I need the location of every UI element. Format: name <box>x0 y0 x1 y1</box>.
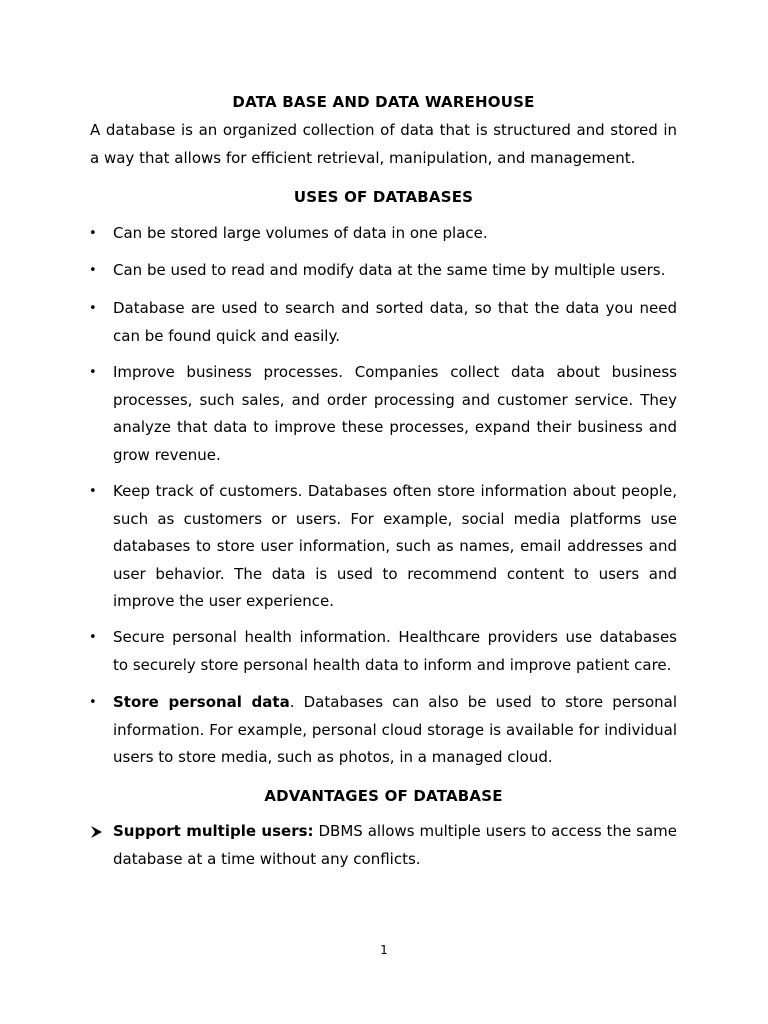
list-item-text: Keep track of customers. Databases often store information about people, such as customers or users. For example, social media platforms use databases to store user information, such as names, email addresses and user behavior. The data is used to recommend content to users and improve the user experience. <box>113 482 677 610</box>
list-item-text: Secure personal health information. Healthcare providers use databases to securely store personal health data to inform and improve patient care. <box>113 628 677 674</box>
bullet-icon: • <box>89 630 97 645</box>
arrowhead-bullet-icon <box>90 826 102 838</box>
bullet-icon: • <box>89 695 97 710</box>
list-item-text: Improve business processes. Companies collect data about business processes, such sales, and order processing and customer service. They analyze that data to improve these processes, expand their business and grow revenue. <box>113 363 677 464</box>
advantage-item-text: DBMS allows multiple users to access the same database at a time without any conflicts. <box>113 822 677 868</box>
list-item <box>90 295 677 350</box>
list-item-text: Can be used to read and modify data at the same time by multiple users. <box>113 261 666 279</box>
bullet-icon: • <box>89 263 97 278</box>
bullet-icon: • <box>89 301 97 316</box>
page-number: 1 <box>380 943 388 957</box>
bullet-icon: • <box>89 484 97 499</box>
list-item-bold-lead: Store personal data <box>113 693 290 711</box>
list-item <box>90 220 677 248</box>
list-item <box>90 478 677 616</box>
bullet-icon: • <box>89 226 97 241</box>
advantage-item-bold-lead: Support multiple users: <box>113 822 314 840</box>
bullet-icon: • <box>89 365 97 380</box>
list-item <box>90 624 677 679</box>
list-item-text: . Databases can also be used to store personal information. For example, personal cloud storage is available for individual users to store media, such as photos, in a managed cloud. <box>113 693 677 766</box>
list-item-text: Can be stored large volumes of data in one place. <box>113 224 488 242</box>
list-item-text: Database are used to search and sorted data, so that the data you need can be found quick and easily. <box>113 299 677 345</box>
advantage-item <box>90 818 677 873</box>
list-item <box>90 689 677 772</box>
document-title: DATA BASE AND DATA WAREHOUSE <box>232 93 535 111</box>
list-item <box>90 359 677 469</box>
intro-paragraph: A database is an organized collection of data that is structured and stored in a way that allows for efficient retrieval, manipulation, and management. <box>90 121 677 167</box>
list-item <box>90 257 677 285</box>
advantages-heading: ADVANTAGES OF DATABASE <box>264 787 503 805</box>
uses-heading: USES OF DATABASES <box>293 188 474 206</box>
